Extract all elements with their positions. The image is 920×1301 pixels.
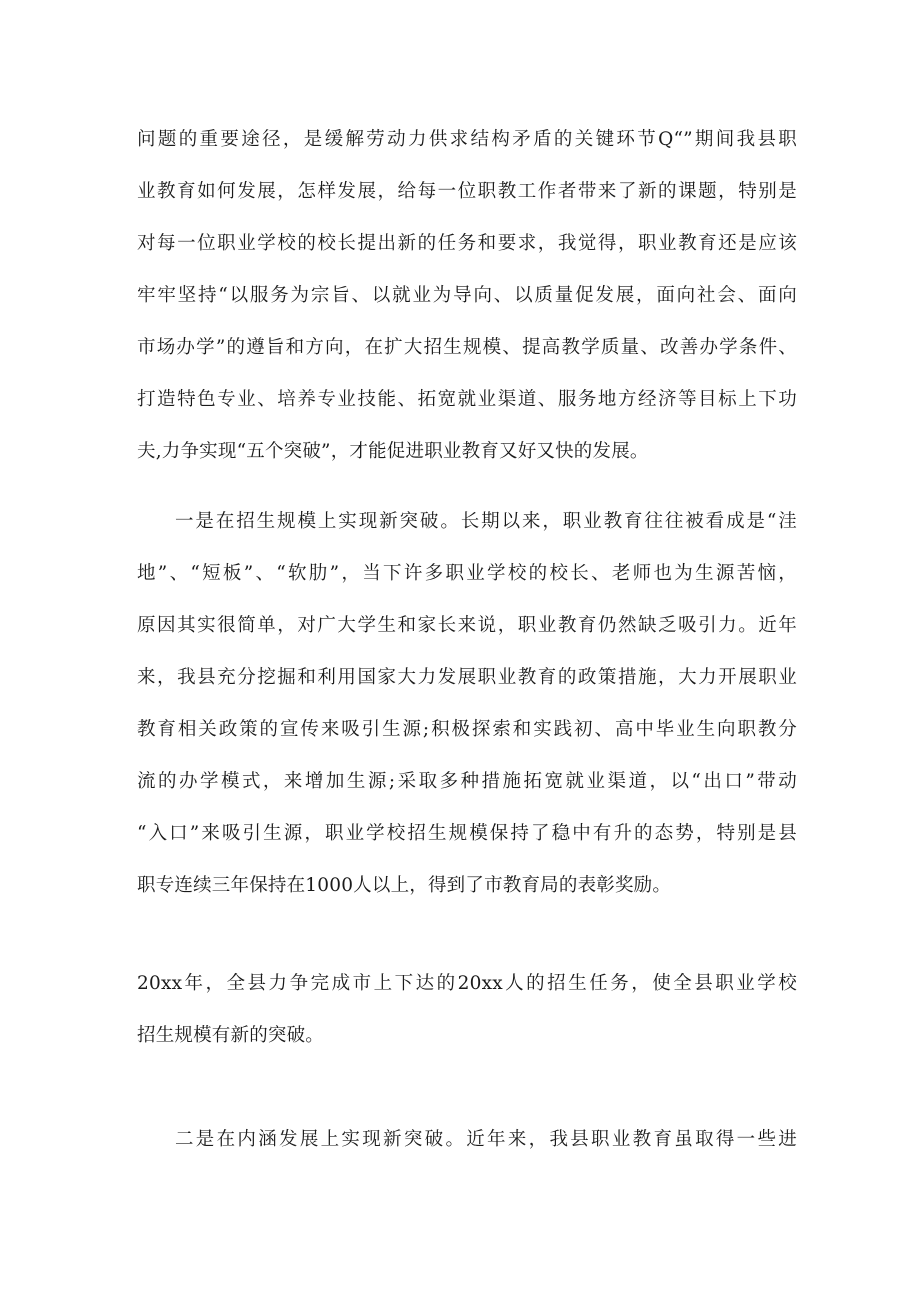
text-line: 招生规模有新的突破。 [137, 1025, 325, 1046]
text-line: 问题的重要途径，是缓解劳动力供求结构矛盾的关键环节Q“”期间我县职 [137, 129, 797, 150]
text-line: 牢牢坚持“以服务为宗旨、以就业为导向、以质量促发展，面向社会、面向 [137, 285, 797, 306]
text-line: 来，我县充分挖掘和利用国家大力发展职业教育的政策措施，大力开展职业 [137, 667, 797, 688]
paragraph-connotation [137, 1114, 797, 1166]
text-line: 教育相关政策的宣传来吸引生源;积极探索和实践初、高中毕业生向职教分 [137, 719, 797, 740]
text-line: 20xx年，全县力争完成市上下达的20xx人的招生任务，使全县职业学校 [137, 973, 797, 994]
text-line: 打造特色专业、培养专业技能、拓宽就业渠道、服务地方经济等目标上下功 [137, 389, 797, 410]
text-line: 对每一位职业学校的校长提出新的任务和要求，我觉得，职业教育还是应该 [137, 233, 797, 254]
text-line: 市场办学”的遵旨和方向，在扩大招生规模、提高教学质量、改善办学条件、 [137, 337, 797, 358]
paragraph-intro [137, 114, 797, 478]
text-line: 原因其实很简单，对广大学生和家长来说，职业教育仍然缺乏吸引力。近年 [137, 615, 797, 636]
text-line: 流的办学模式，来增加生源;采取多种措施拓宽就业渠道，以“出口”带动 [137, 771, 797, 792]
text-line: “入口”来吸引生源，职业学校招生规模保持了稳中有升的态势，特别是县 [137, 823, 797, 844]
text-line: 二是在内涵发展上实现新突破。近年来，我县职业教育虽取得一些进 [175, 1129, 797, 1150]
text-line: 一是在招生规模上实现新突破。长期以来，职业教育往往被看成是“洼 [175, 511, 797, 532]
paragraph-enrollment-target [137, 958, 797, 1062]
text-line: 职专连续三年保持在1000人以上，得到了市教育局的表彰奖励。 [137, 875, 672, 896]
text-line: 夫,力争实现“五个突破”，才能促进职业教育又好又快的发展。 [137, 441, 649, 462]
paragraph-enrollment [137, 496, 797, 912]
text-line: 业教育如何发展，怎样发展，给每一位职教工作者带来了新的课题，特别是 [137, 181, 797, 202]
text-line: 地”、“短板”、“软肋”，当下许多职业学校的校长、老师也为生源苦恼， [137, 563, 797, 584]
